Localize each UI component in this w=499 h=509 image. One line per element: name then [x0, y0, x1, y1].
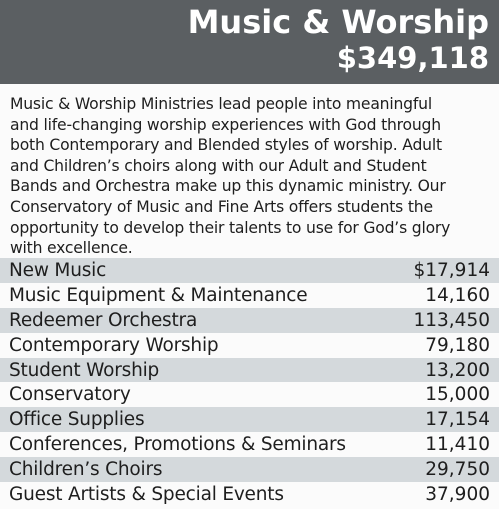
- description-line: with excellence.: [10, 239, 133, 258]
- budget-row-value: 79,180: [425, 334, 490, 356]
- budget-row-label: Redeemer Orchestra: [9, 309, 198, 331]
- description-line: Music & Worship Ministries lead people into meaningful: [10, 95, 432, 113]
- budget-row-value: 14,160: [425, 284, 490, 306]
- budget-row-value: 113,450: [413, 309, 490, 331]
- budget-row-label: Guest Artists & Special Events: [9, 484, 284, 506]
- budget-row-value: 13,200: [425, 359, 490, 381]
- budget-row-label: New Music: [9, 260, 107, 281]
- budget-row-value: 37,900: [425, 484, 490, 506]
- ministry-total-amount: $349,118: [336, 41, 489, 75]
- budget-row-value: 29,750: [425, 459, 490, 481]
- budget-row-label: Children’s Choirs: [9, 459, 163, 481]
- budget-row: [0, 457, 499, 482]
- budget-row-value: $17,914: [413, 260, 490, 281]
- ministry-title: Music & Worship: [187, 3, 489, 41]
- budget-row-label: Student Worship: [9, 359, 160, 381]
- budget-row: [0, 333, 499, 358]
- budget-row: [0, 358, 499, 383]
- description-line: opportunity to develop their talents to use for God’s glory: [10, 218, 451, 237]
- description-line: and Children’s choirs along with our Adult and Student: [10, 156, 427, 175]
- budget-row-label: Conferences, Promotions & Seminars: [9, 434, 346, 456]
- budget-table: [0, 258, 499, 507]
- budget-row-label: Contemporary Worship: [9, 334, 219, 356]
- description-line: Conservatory of Music and Fine Arts offers students the: [10, 197, 433, 216]
- header-banner: [0, 0, 499, 84]
- budget-row-label: Office Supplies: [9, 409, 145, 431]
- budget-row: [0, 308, 499, 333]
- budget-row: [0, 407, 499, 432]
- budget-row-value: 17,154: [425, 409, 490, 431]
- budget-row: [0, 283, 499, 308]
- description-line: Bands and Orchestra make up this dynamic ministry. Our: [10, 177, 446, 196]
- description-line: both Contemporary and Blended styles of worship. Adult: [10, 136, 442, 155]
- budget-row-value: 11,410: [425, 434, 490, 456]
- budget-row-label: Music Equipment & Maintenance: [9, 284, 308, 306]
- budget-row: [0, 432, 499, 457]
- budget-row: [0, 258, 499, 283]
- description-line: and life-changing worship experiences with God through: [10, 115, 441, 134]
- budget-row: [0, 382, 499, 407]
- budget-row: [0, 482, 499, 507]
- budget-row-value: 15,000: [425, 384, 490, 406]
- ministry-description: [10, 94, 494, 259]
- budget-row-label: Conservatory: [9, 384, 131, 406]
